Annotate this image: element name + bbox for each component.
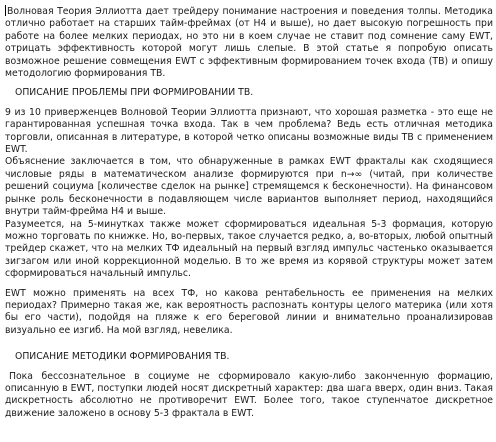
paragraph-5: Пока бессознательное в социуме не сформировало какую-либо законченную формацию, описанную в EWT, поступки людей носят дискретный характер: два шага вверх, один вниз. Такая дискретность абсолютно не противоречит EWT. Более того, такое ступенчатое дискретное движение заложено в основу 5-3 фрактала в EWT.	[5, 370, 493, 419]
section-heading-problem: ОПИСАНИЕ ПРОБЛЕМЫ ПРИ ФОРМИРОВАНИИ ТВ.	[15, 87, 254, 99]
intro-text: Волновая Теория Эллиотта дает трейдеру понимание настроения и поведения толпы. Методика отлично работает на старших тайм-фреймах (от H4 и выше), но дает высокую погрешность при работе на более мелких периодах, но это ни в коем случае не ставит под сомнение саму EWT, отрицать эффективность которой могут лишь слепые. В этой статье я попробую описать возможное решение совмещения EWT с эффективным формированием точек входа (ТВ) и опишу методологию формирования ТВ.	[5, 6, 493, 80]
section-heading-method: ОПИСАНИЕ МЕТОДИКИ ФОРМИРОВАНИЯ ТВ.	[15, 351, 230, 363]
article	[5, 5, 493, 420]
text-cursor	[5, 5, 6, 16]
intro-paragraph	[5, 5, 493, 80]
paragraph-1: 9 из 10 приверженцев Волновой Теории Эллиотта признают, что хорошая разметка - это еще не гарантированная успешная точка входа. Так в чем проблема? Ведь есть отличная методика торговли, описанная в литературе, в которой четко описаны возможные виды ТВ с применением EWT.	[5, 106, 493, 156]
paragraph-2: Объяснение заключается в том, что обнаруженные в рамках EWT фракталы как сходящиеся числовые ряды в математическом анализе формируются при n→∞ (читай, при количестве решений социума [количестве сделок на рынке] стремящемся к бесконечности). На финансовом рынке роль бесконечности в подавляющем числе вариантов выполняет период, находящийся внутри тайм-фрейма H4 и выше.	[5, 156, 493, 218]
paragraph-4: EWT можно применять на всех ТФ, но какова рентабельность ее применения на мелких периодах? Примерно такая же, как вероятность распознать контуры целого материка (или хотя бы его части), подойдя на пляже к его береговой линии и внимательно проанализировав визуально ее изгиб. На мой взгляд, невелика.	[5, 287, 493, 336]
paragraph-3: Разумеется, на 5-минутках также может сформироваться идеальная 5-3 формация, которую можно торговать по книжке. Но, во-первых, такое случается редко, а, во-вторых, любой опытный трейдер скажет, что на мелких ТФ идеальный на первый взгляд импульс частенько оказывается зигзагом или иной коррекционной моделью. В то же время из корявой структуры может затем сформироваться начальный импульс.	[5, 218, 493, 280]
